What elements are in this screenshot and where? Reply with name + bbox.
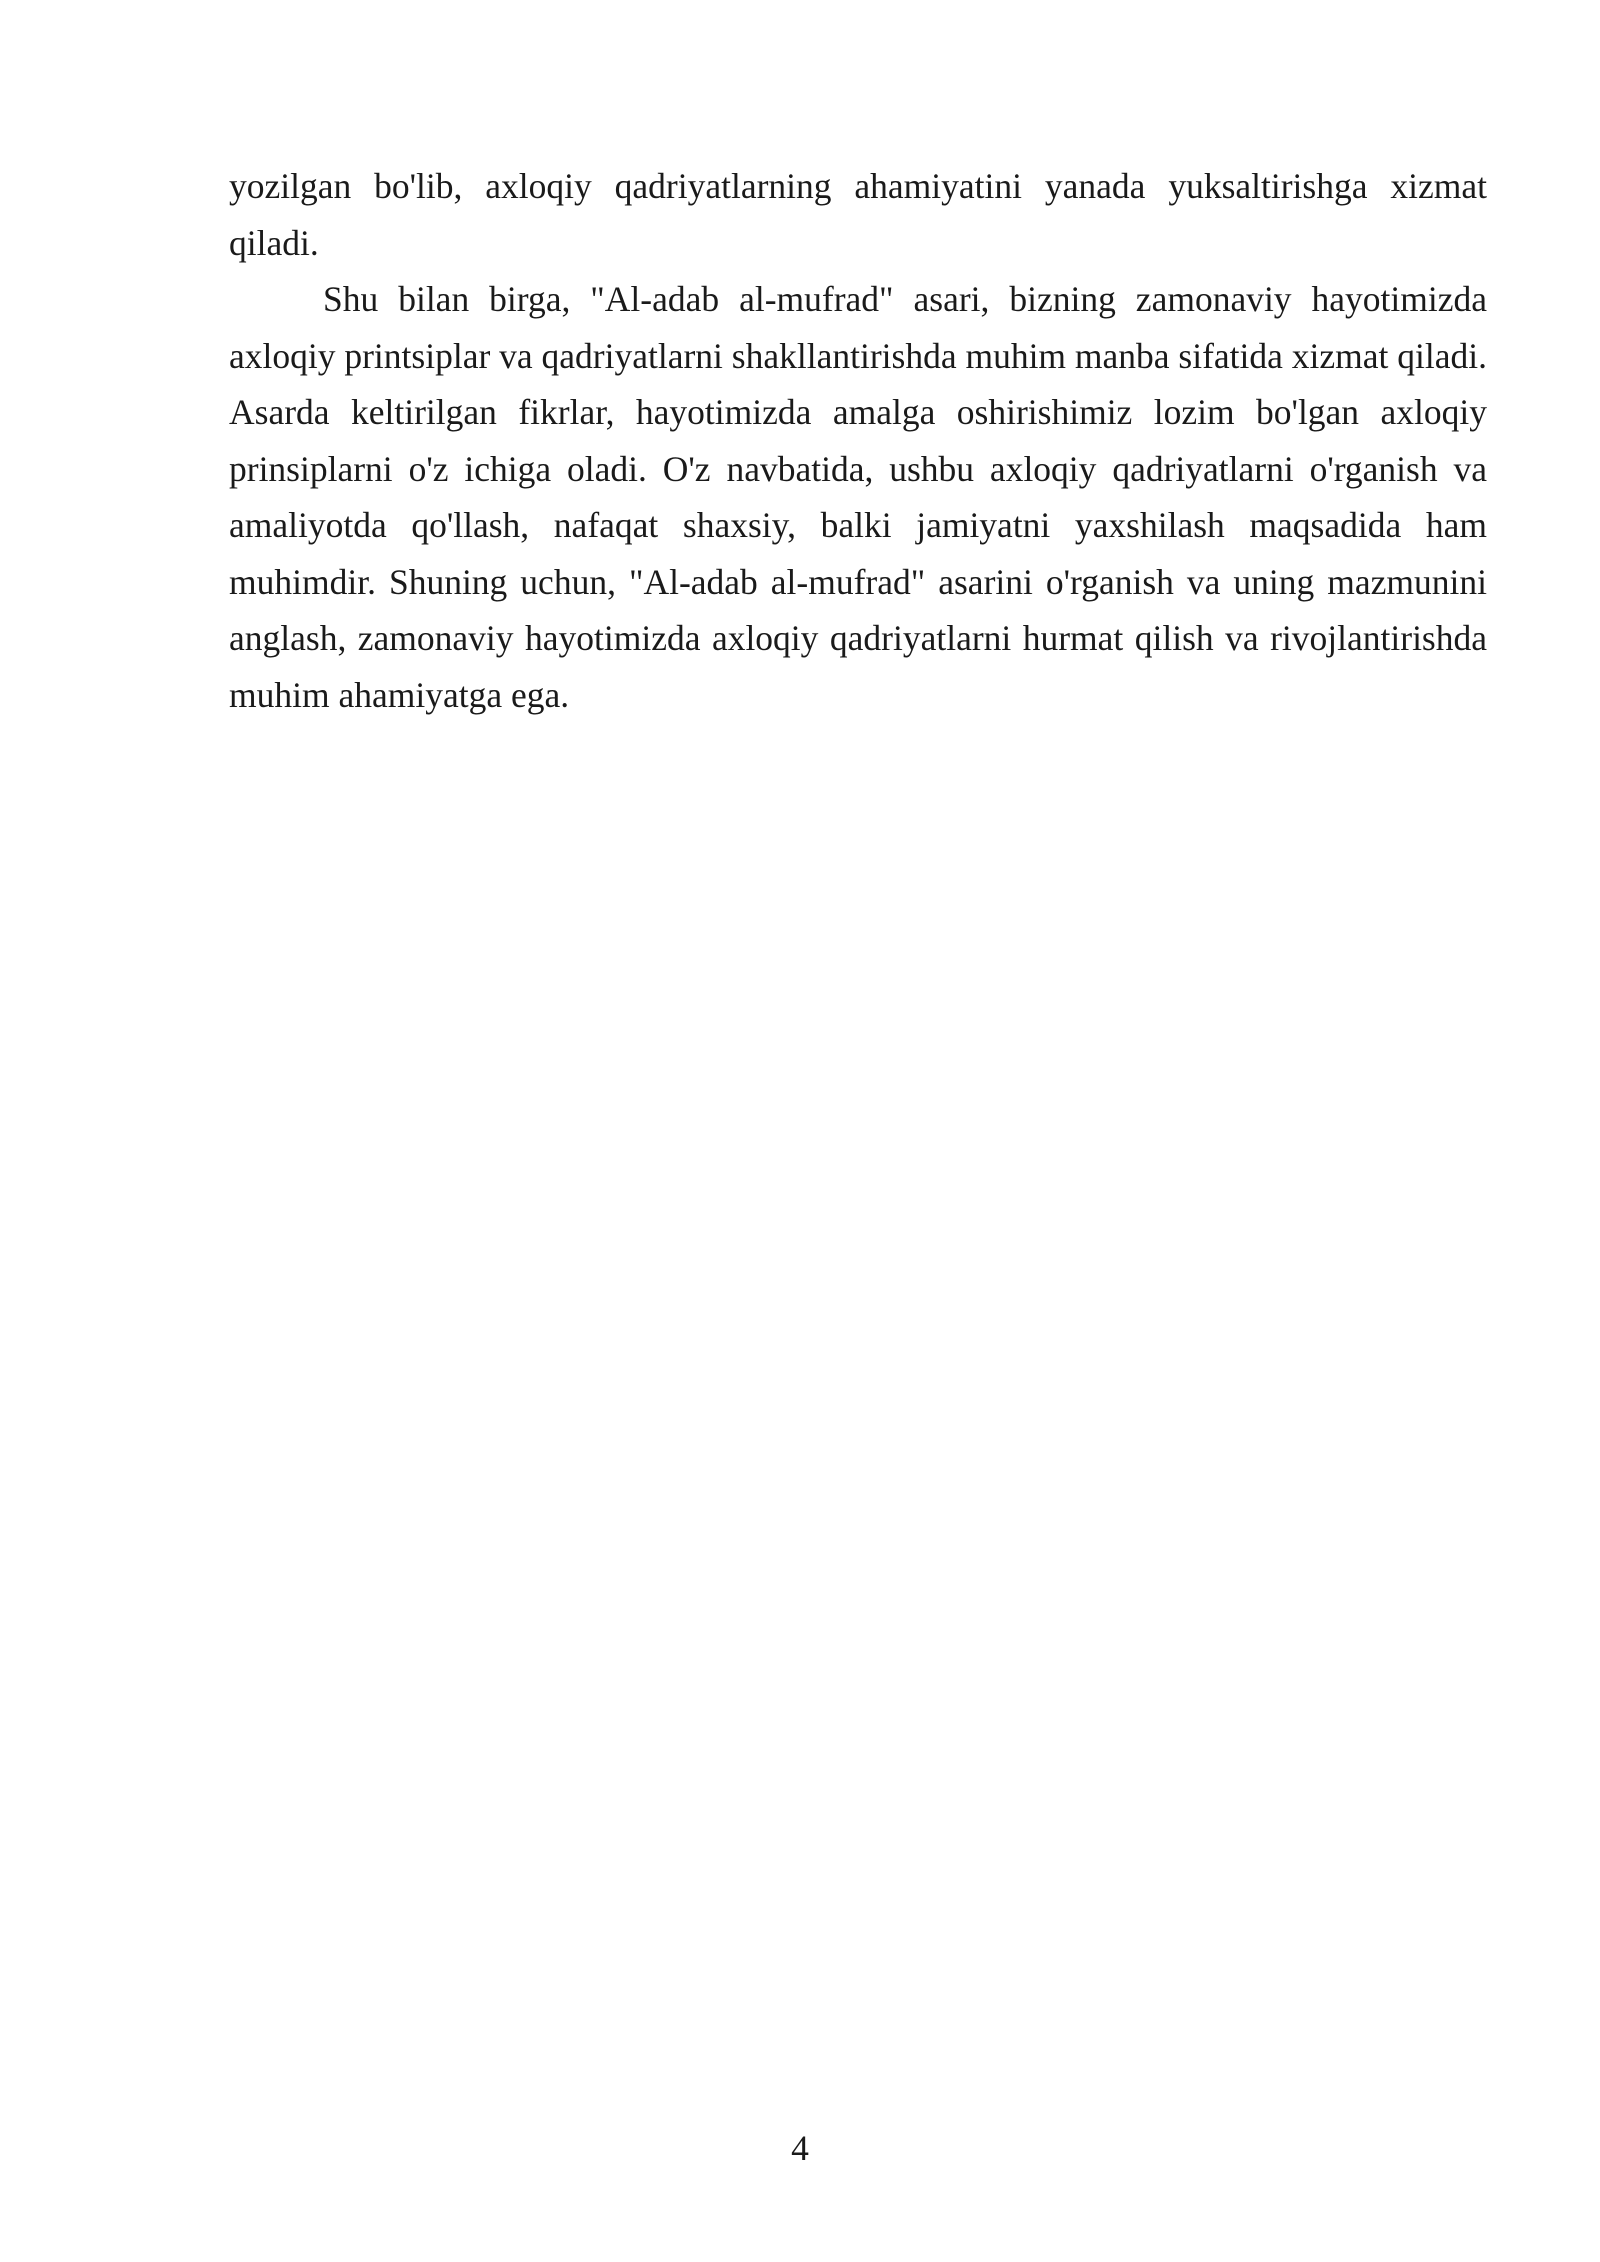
page-number: 4	[791, 2128, 809, 2168]
paragraph: Shu bilan birga, "Al-adab al-mufrad" asari, bizning zamonaviy hayotimizda axloqiy printsiplar va qadriyatlarni shakllantirishda muhim manba sifatida xizmat qiladi. Asarda keltirilgan fikrlar, hayotimizda amalga oshirishimiz lozim bo'lgan axloqiy prinsiplarni o'z ichiga oladi. O'z navbatida, ushbu axloqiy qadriyatlarni o'rganish va amaliyotda qo'llash, nafaqat shaxsiy, balki jamiyatni yaxshilash maqsadida ham muhimdir. Shuning uchun, "Al-adab al-mufrad" asarini o'rganish va uning mazmunini anglash, zamonaviy hayotimizda axloqiy qadriyatlarni hurmat qilish va rivojlantirishda muhim ahamiyatga ega.	[229, 279, 1487, 715]
paragraph-continuation: yozilgan bo'lib, axloqiy qadriyatlarning ahamiyatini yanada yuksaltirishga xizmat qiladi.	[229, 166, 1487, 263]
page-body	[229, 158, 1487, 723]
